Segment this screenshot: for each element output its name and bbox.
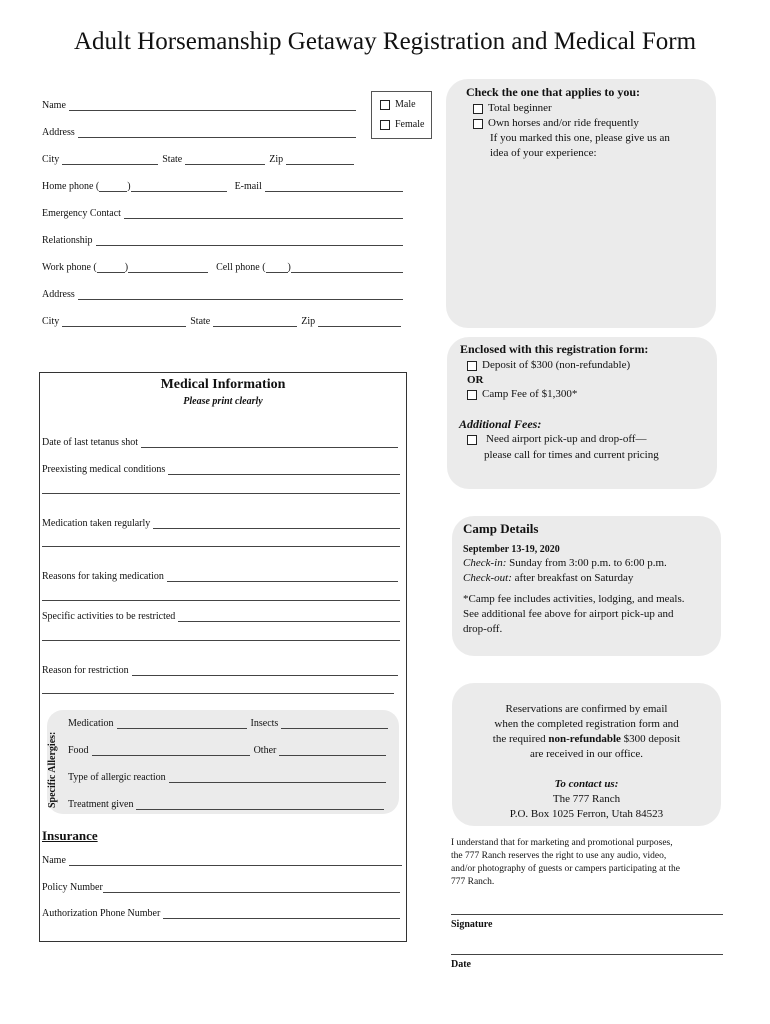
city-label: City (42, 154, 60, 165)
work-phone-paren: ) (124, 262, 129, 273)
airport-label-line1: Need airport pick-up and drop-off— (486, 433, 647, 445)
date-line[interactable] (451, 954, 723, 955)
allergy-food-label: Food (68, 745, 89, 756)
contact-address: P.O. Box 1025 Ferron, Utah 84523 (509, 808, 664, 820)
frequent-rider-label: Own horses and/or ride frequently (488, 117, 639, 129)
page-title: Adult Horsemanship Getaway Registration and Medical Form (73, 28, 697, 55)
consent-line3: and/or photography of guests or campers participating at the (451, 864, 680, 874)
home-phone-label: Home phone ( (42, 181, 100, 192)
restricted-line2[interactable] (42, 640, 400, 641)
enclosed-heading: Enclosed with this registration form: (460, 342, 649, 356)
contact-heading: To contact us: (554, 778, 619, 790)
experience-heading: Check the one that applies to you: (466, 85, 641, 99)
home-phone-paren: ) (127, 181, 131, 192)
email-label: E-mail (234, 181, 262, 192)
deposit-checkbox[interactable] (467, 361, 477, 371)
insurance-name-field[interactable] (42, 852, 402, 866)
preexisting-field[interactable] (42, 461, 400, 475)
allergies-vertical-label: Specific Allergies: (47, 731, 58, 808)
address2-label: Address (42, 289, 75, 300)
consent-line4: 777 Ranch. (451, 877, 495, 887)
work-cell-phone-field[interactable] (42, 259, 403, 273)
allergy-medication-insects-field[interactable] (68, 715, 388, 729)
non-refundable-text: non-refundable (548, 733, 621, 745)
camp-dates: September 13-19, 2020 (463, 544, 560, 555)
signature-label: Signature (451, 919, 493, 930)
name-field[interactable] (42, 97, 356, 111)
checkin-line (463, 556, 667, 571)
contact-org: The 777 Ranch (552, 793, 621, 805)
reservations-line1: Reservations are confirmed by email (505, 703, 668, 715)
state2-label: State (190, 316, 211, 327)
airport-option[interactable] (467, 432, 646, 447)
checkin-label: Check-in: (463, 557, 507, 569)
airport-checkbox[interactable] (467, 435, 477, 445)
allergy-other-label: Other (253, 745, 277, 756)
camp-fee-label: Camp Fee of $1,300* (482, 388, 578, 400)
camp-details-heading: Camp Details (463, 521, 539, 536)
preexisting-line2[interactable] (42, 493, 400, 494)
reasons-medication-field[interactable] (42, 568, 398, 582)
consent-line1: I understand that for marketing and promotional purposes, (451, 838, 673, 848)
male-label: Male (395, 99, 416, 110)
beginner-label: Total beginner (488, 102, 552, 114)
policy-number-field[interactable] (42, 879, 400, 893)
address2-field[interactable] (42, 286, 403, 300)
allergy-medication-label: Medication (68, 718, 114, 729)
frequent-rider-checkbox[interactable] (473, 119, 483, 129)
additional-fees-heading: Additional Fees: (459, 417, 542, 431)
address-field[interactable] (42, 124, 356, 138)
deposit-option[interactable] (467, 358, 630, 373)
zip2-label: Zip (301, 316, 316, 327)
reasons-medication-line2[interactable] (42, 600, 400, 601)
relationship-label: Relationship (42, 235, 93, 246)
date-label: Date (451, 959, 471, 970)
tetanus-field[interactable] (42, 434, 398, 448)
reservations-line3-pre: the required (492, 733, 549, 745)
work-phone-label: Work phone ( (42, 262, 97, 273)
male-checkbox[interactable] (380, 100, 390, 110)
checkout-label: Check-out: (463, 572, 512, 584)
allergy-treatment-field[interactable] (68, 796, 384, 810)
allergy-insects-label: Insects (250, 718, 279, 729)
female-label: Female (395, 119, 425, 130)
airport-label-line2: please call for times and current pricing (484, 449, 659, 461)
allergy-food-other-field[interactable] (68, 742, 386, 756)
cell-phone-label: Cell phone ( (216, 262, 266, 273)
reservations-line2: when the completed registration form and (494, 718, 679, 730)
insurance-name-label: Name (42, 855, 66, 866)
medical-heading: Medical Information (160, 377, 286, 392)
reason-restriction-label: Reason for restriction (42, 665, 129, 676)
city-state-zip2-field[interactable] (42, 313, 401, 327)
gender-male-option[interactable] (380, 99, 416, 110)
deposit-label: Deposit of $300 (non-refundable) (482, 359, 631, 371)
experience-note-line1: If you marked this one, please give us an (490, 132, 670, 144)
state-label: State (162, 154, 183, 165)
emergency-contact-label: Emergency Contact (42, 208, 121, 219)
or-label: OR (467, 374, 484, 386)
medication-regular-field[interactable] (42, 515, 400, 529)
name-label: Name (42, 100, 66, 111)
camp-note-line3: drop-off. (463, 623, 503, 635)
checkin-text: Sunday from 3:00 p.m. to 6:00 p.m. (509, 557, 667, 569)
reservations-line3 (452, 732, 721, 747)
camp-note-line2: See additional fee above for airport pick-up and (463, 608, 674, 620)
allergy-reaction-field[interactable] (68, 769, 386, 783)
consent-line2: the 777 Ranch reserves the right to use any audio, video, (451, 851, 667, 861)
camp-fee-option[interactable] (467, 387, 577, 402)
reservations-line3-post: $300 deposit (620, 733, 681, 745)
auth-phone-label: Authorization Phone Number (42, 908, 161, 919)
preexisting-label: Preexisting medical conditions (42, 464, 166, 475)
reasons-medication-label: Reasons for taking medication (42, 571, 164, 582)
auth-phone-field[interactable] (42, 905, 400, 919)
female-checkbox[interactable] (380, 120, 390, 130)
medication-regular-label: Medication taken regularly (42, 518, 151, 529)
checkout-line (463, 571, 633, 586)
camp-note-line1: *Camp fee includes activities, lodging, and meals. (463, 593, 685, 605)
cell-phone-paren: ) (287, 262, 291, 273)
policy-number-label: Policy Number (42, 882, 103, 893)
checkout-text: after breakfast on Saturday (514, 572, 634, 584)
reason-restriction-line2[interactable] (42, 693, 394, 694)
home-phone-email-field[interactable] (42, 178, 403, 192)
allergy-reaction-label: Type of allergic reaction (68, 772, 166, 783)
city2-label: City (42, 316, 60, 327)
allergy-treatment-label: Treatment given (68, 799, 134, 810)
restricted-label: Specific activities to be restricted (42, 611, 176, 622)
signature-line[interactable] (451, 914, 723, 915)
reason-restriction-field[interactable] (42, 662, 398, 676)
medical-subheading: Please print clearly (183, 396, 263, 407)
experience-option-beginner[interactable] (473, 101, 552, 116)
reservations-line4: are received in our office. (529, 748, 644, 760)
camp-fee-checkbox[interactable] (467, 390, 477, 400)
city-state-zip-field[interactable] (42, 151, 354, 165)
experience-option-frequent[interactable] (473, 116, 639, 131)
address-label: Address (42, 127, 75, 138)
gender-box (371, 91, 432, 139)
restricted-field[interactable] (42, 608, 400, 622)
relationship-field[interactable] (42, 232, 403, 246)
emergency-contact-field[interactable] (42, 205, 403, 219)
gender-female-option[interactable] (380, 119, 424, 130)
experience-note-line2: idea of your experience: (490, 147, 597, 159)
tetanus-label: Date of last tetanus shot (42, 437, 139, 448)
medication-regular-line2[interactable] (42, 546, 400, 547)
beginner-checkbox[interactable] (473, 104, 483, 114)
zip-label: Zip (269, 154, 284, 165)
insurance-heading: Insurance (42, 828, 98, 843)
